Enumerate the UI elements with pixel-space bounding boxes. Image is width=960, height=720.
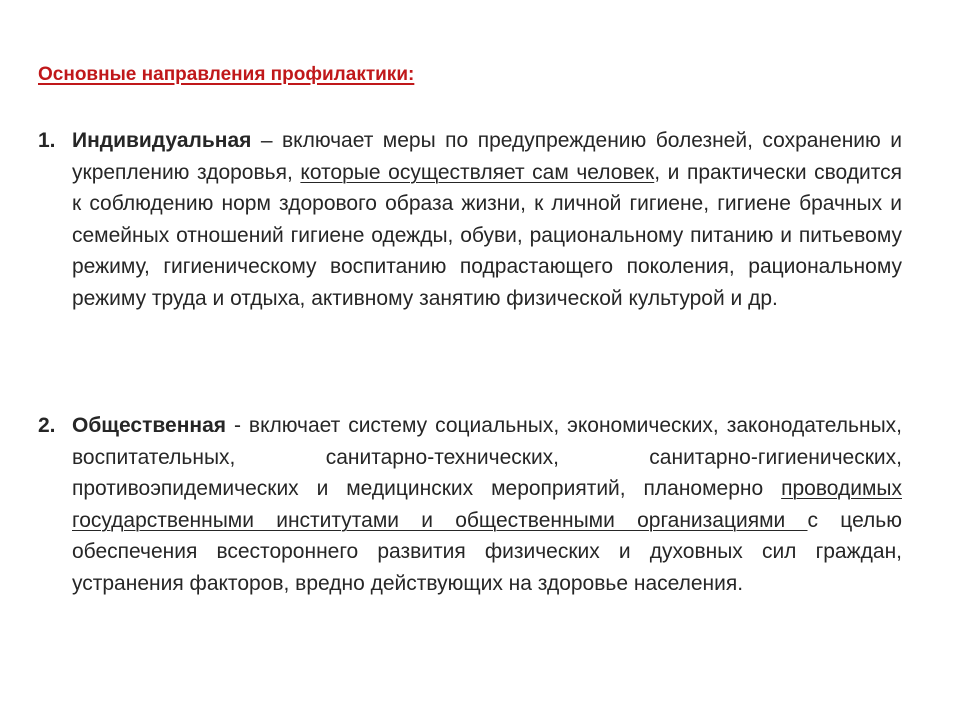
- list-item-text: с целью обеспечения всестороннего развития физических и духовных сил граждан, устранения факторов, вредно действующих на здоровье населения.: [72, 508, 902, 595]
- list-item-text: - включает систему социальных, экономических, законодательных, воспитательных, санитарно-технических, санитарно-гигиенических, противоэпидемических и медицинских мероприятий, планомерно: [72, 414, 902, 501]
- list-item-number: 2.: [38, 414, 56, 437]
- list-item-term: Общественная: [72, 414, 227, 437]
- slide-heading: Основные направления профилактики:: [38, 64, 415, 85]
- list-item-text: , и практически сводится к соблюдению норм здорового образа жизни, к личной гигиене, гигиене брачных и семейных отношений гигиене одежды, обуви, рациональному питанию и питьевому режиму, гигиеническому воспитанию подрастающего поколения, рациональному режиму труда и отдыха, активному занятию физической культурой и др.: [72, 160, 903, 310]
- list-item-body: [72, 125, 902, 315]
- list-item-body: [72, 410, 902, 600]
- list-item-public: [38, 410, 902, 600]
- list-item-individual: [38, 125, 902, 315]
- list-item-underlined-text: которые осуществляет сам человек: [300, 160, 655, 184]
- list-item-number: 1.: [38, 129, 56, 152]
- list-item-underlined-text: проводимых государственными институтами и общественными организациями: [72, 477, 902, 532]
- list-item-text: – включает меры по предупреждению болезней, сохранению и укреплению здоровья,: [72, 129, 902, 184]
- list-item-term: Индивидуальная: [72, 129, 252, 152]
